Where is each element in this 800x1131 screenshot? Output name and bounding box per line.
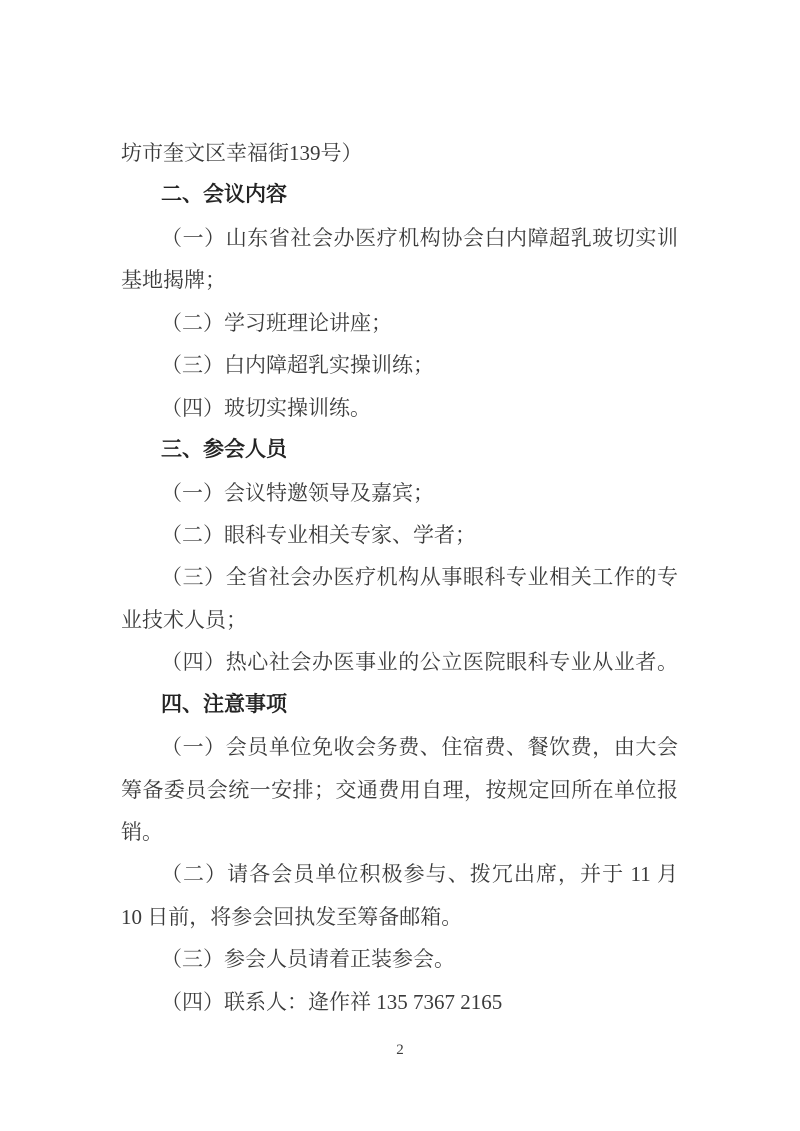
doc-line: （二）眼科专业相关专家、学者； xyxy=(161,522,476,547)
doc-line: （三）白内障超乳实操训练； xyxy=(161,353,434,378)
doc-line: 筹备委员会统一安排；交通费用自理，按规定回所在单位报 xyxy=(121,777,678,802)
doc-line: 业技术人员； xyxy=(121,607,247,632)
doc-line: （一）会议特邀领导及嘉宾； xyxy=(161,480,434,505)
section-heading: 四、注意事项 xyxy=(161,692,287,716)
section-heading: 二、会议内容 xyxy=(161,183,287,207)
document-body xyxy=(121,132,678,1023)
doc-line: （三）参会人员请着正装参会。 xyxy=(161,947,455,972)
doc-line: 基地揭牌； xyxy=(121,268,226,293)
doc-line: 10 日前，将参会回执发至筹备邮箱。 xyxy=(121,904,463,929)
doc-line: （三）全省社会办医疗机构从事眼科专业相关工作的专 xyxy=(161,565,678,590)
doc-line: （二）学习班理论讲座； xyxy=(161,310,392,335)
page-number: 2 xyxy=(396,1042,404,1058)
doc-line: （四）热心社会办医事业的公立医院眼科专业从业者。 xyxy=(161,650,678,675)
doc-line: （二）请各会员单位积极参与、拨冗出席，并于 11 月 xyxy=(161,862,678,887)
section-heading: 三、参会人员 xyxy=(161,438,287,462)
doc-line: （一）山东省社会办医疗机构协会白内障超乳玻切实训 xyxy=(161,225,678,250)
doc-line: （四）联系人：逄作祥 135 7367 2165 xyxy=(161,989,503,1014)
doc-line: 坊市奎文区幸福街139号） xyxy=(121,141,363,165)
doc-line: （四）玻切实操训练。 xyxy=(161,395,371,420)
doc-line: 销。 xyxy=(121,820,163,844)
doc-line: （一）会员单位免收会务费、住宿费、餐饮费，由大会 xyxy=(161,735,678,760)
